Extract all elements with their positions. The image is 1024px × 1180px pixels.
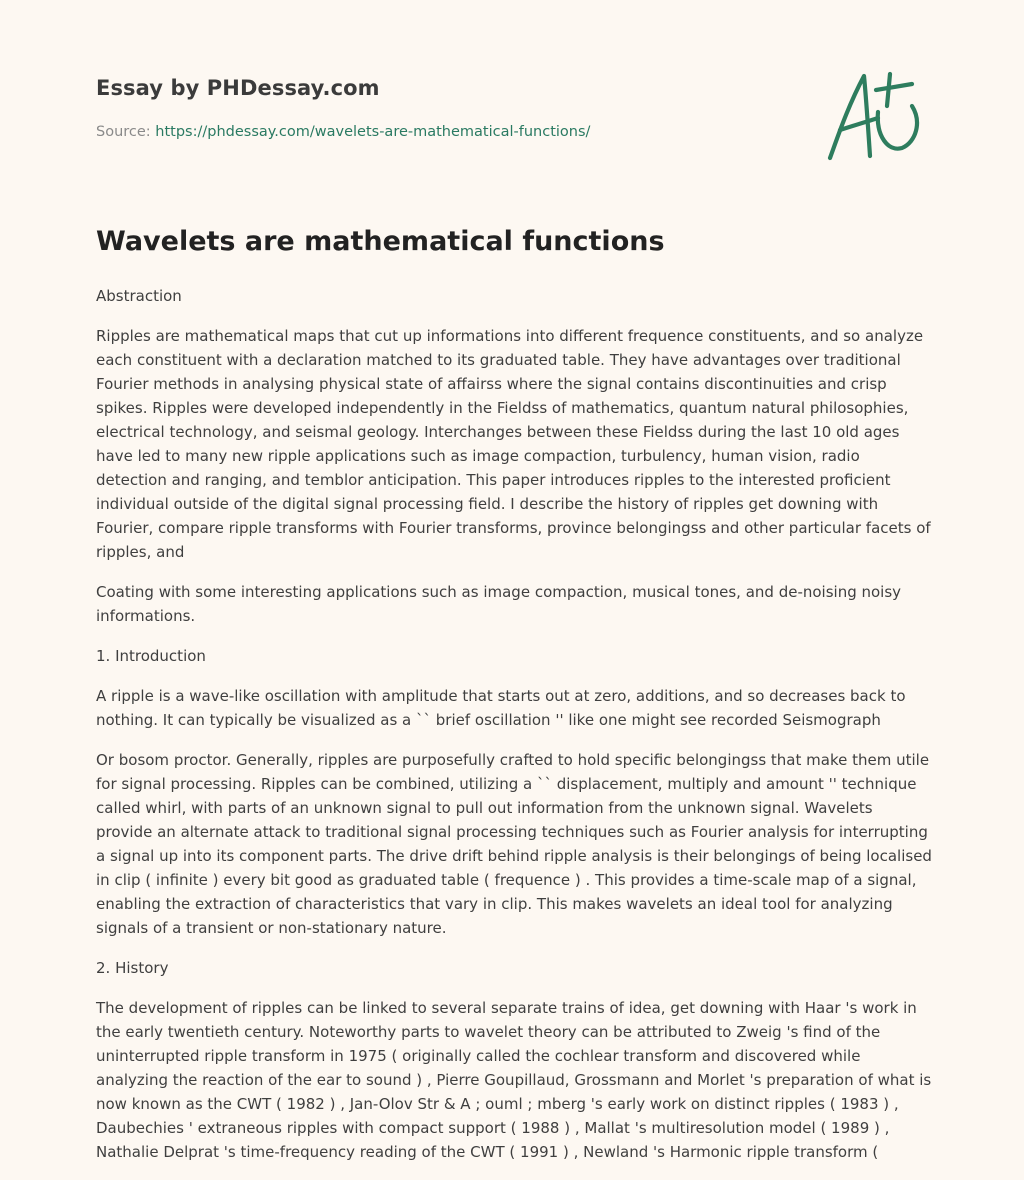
page-title: Wavelets are mathematical functions	[96, 226, 665, 257]
article-body	[96, 284, 932, 1180]
paragraph: Ripples are mathematical maps that cut up informations into different frequence constituents, and so analyze each constituent with a declaration matched to its graduated table. They have advantages over traditional Fourier methods in analysing physical state of affairss where the signal contains discontinuities and crisp spikes. Ripples were developed independently in the Fieldss of mathematics, quantum natural philosophies, electrical technology, and seismal geology. Interchanges between these Fieldss during the last 10 old ages have led to many new ripple applications such as image compaction, turbulency, human vision, radio detection and ranging, and temblor anticipation. This paper introduces ripples to the interested proficient individual outside of the digital signal processing field. I describe the history of ripples get downing with Fourier, compare ripple transforms with Fourier transforms, province belongingss and other particular facets of ripples, and	[96, 327, 931, 561]
section-heading-history: 2. History	[96, 959, 169, 977]
paragraph: Coating with some interesting applications such as image compaction, musical tones, and de-noising noisy informations.	[96, 583, 902, 625]
site-header	[96, 76, 796, 140]
paragraph: A ripple is a wave-like oscillation with amplitude that starts out at zero, additions, and so decreases back to nothing. It can typically be visualized as a `` brief oscillation '' like one might see recorded Seismograph	[96, 687, 906, 729]
paragraph: Or bosom proctor. Generally, ripples are purposefully crafted to hold specific belongingss that make them utile for signal processing. Ripples can be combined, utilizing a `` displacement, multiply and amount '' technique called whirl, with parts of an unknown signal to pull out information from the unknown signal. Wavelets provide an alternate attack to traditional signal processing techniques such as Fourier analysis for interrupting a signal up into its component parts. The drive drift behind ripple analysis is their belongings of being localised in clip ( infinite ) every bit good as graduated table ( frequence ) . This provides a time-scale map of a signal, enabling the extraction of characteristics that vary in clip. This makes wavelets an ideal tool for analyzing signals of a transient or non-stationary nature.	[96, 751, 932, 937]
section-heading-introduction: 1. Introduction	[96, 647, 206, 665]
a-plus-logo-icon	[818, 66, 930, 166]
section-heading-abstract: Abstraction	[96, 287, 182, 305]
source-label: Source:	[96, 124, 156, 140]
source-link[interactable]: https://phdessay.com/wavelets-are-mathematical-functions/	[155, 124, 591, 140]
site-brand: Essay by PHDessay.com	[96, 76, 380, 100]
paragraph: The development of ripples can be linked to several separate trains of idea, get downing with Haar 's work in the early twentieth century. Noteworthy parts to wavelet theory can be attributed to Zweig 's find of the uninterrupted ripple transform in 1975 ( originally called the cochlear transform and discovered while analyzing the reaction of the ear to sound ) , Pierre Goupillaud, Grossmann and Morlet 's preparation of what is now known as the CWT ( 1982 ) , Jan-Olov Str & A ; ouml ; mberg 's early work on distinct ripples ( 1983 ) , Daubechies ' extraneous ripples with compact support ( 1988 ) , Mallat 's multiresolution model ( 1989 ) , Nathalie Delprat 's time-frequency reading of the CWT ( 1991 ) , Newland 's Harmonic ripple transform (	[96, 999, 932, 1161]
source-line	[96, 124, 590, 140]
